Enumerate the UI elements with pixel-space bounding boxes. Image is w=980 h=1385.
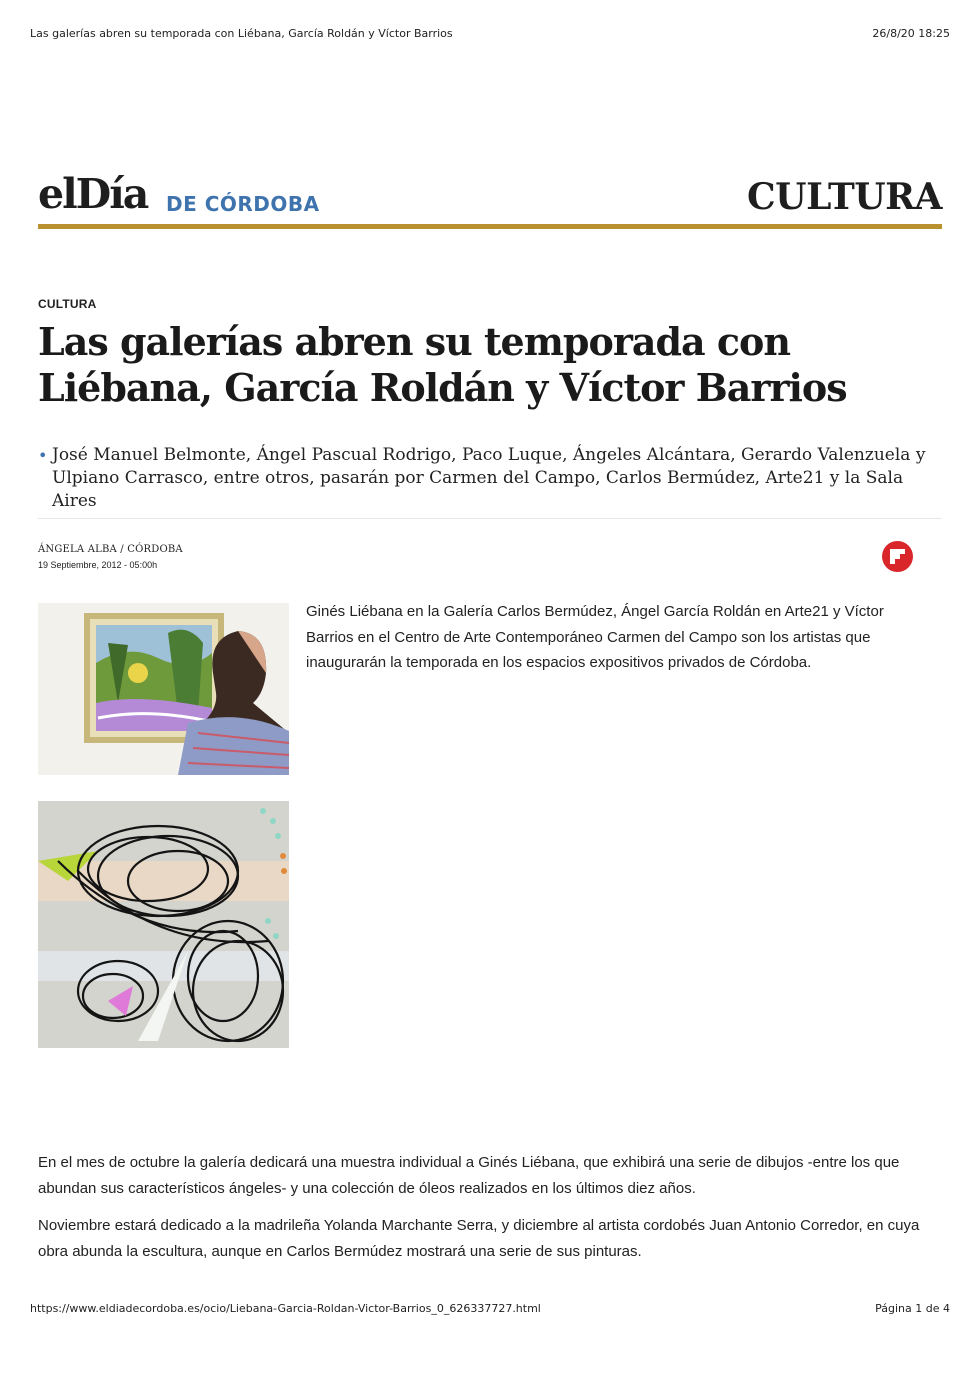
article-photo-abstract-artwork <box>38 801 289 1048</box>
article-lead: Ginés Liébana en la Galería Carlos Bermúdez, Ángel García Roldán en Arte21 y Víctor Barrios en el Centro de Arte Contemporáneo Carmen del Campo son los artistas que inaugurarán la temporada en los espacios expositivos privados de Córdoba. <box>306 603 884 671</box>
article-headline: Las galerías abren su temporada con Liébana, García Roldán y Víctor Barrios <box>38 319 847 410</box>
section-title[interactable]: CULTURA <box>747 176 942 218</box>
print-header <box>30 27 950 43</box>
logo-sub-text: DE CÓRDOBA <box>166 192 320 216</box>
print-footer-url: https://www.eldiadecordoba.es/ocio/Liebana-Garcia-Roldan-Victor-Barrios_0_626337727.html <box>30 1302 541 1315</box>
bullet-icon: • <box>38 446 48 465</box>
print-footer <box>30 1302 950 1318</box>
article-kicker[interactable]: CULTURA <box>38 297 97 311</box>
masthead <box>38 172 942 232</box>
article-date: 19 Septiembre, 2012 - 05:00h <box>38 560 158 570</box>
subtitle-divider <box>38 518 942 519</box>
print-footer-page-number: Página 1 de 4 <box>875 1302 950 1315</box>
article-paragraph: Noviembre estará dedicado a la madrileña Yolanda Marchante Serra, y diciembre al artista cordobés Juan Antonio Corredor, en cuya obra abunda la escultura, aunque en Carlos Bermúdez mostrará una serie de sus pinturas. <box>38 1217 920 1260</box>
article-paragraph: En el mes de octubre la galería dedicará una muestra individual a Ginés Liébana, que exhibirá una serie de dibujos -entre los que abundan sus característicos ángeles- y una colección de óleos realizados en los últimos diez años. <box>38 1154 900 1197</box>
article-author: ÁNGELA ALBA / CÓRDOBA <box>38 544 183 555</box>
article-subtitle <box>38 444 942 513</box>
print-header-datetime: 26/8/20 18:25 <box>872 27 950 40</box>
article-subtitle-text: José Manuel Belmonte, Ángel Pascual Rodrigo, Paco Luque, Ángeles Alcántara, Gerardo Valenzuela y Ulpiano Carrasco, entre otros, pasarán por Carmen del Campo, Carlos Bermúdez, Arte21 y la Sala Aires <box>52 445 926 511</box>
logo-main-text: elDía <box>38 170 148 218</box>
article-photo-painting-viewer <box>38 603 289 775</box>
print-header-title: Las galerías abren su temporada con Liébana, García Roldán y Víctor Barrios <box>30 27 453 40</box>
masthead-divider <box>38 224 942 229</box>
flipboard-icon[interactable] <box>882 541 913 572</box>
